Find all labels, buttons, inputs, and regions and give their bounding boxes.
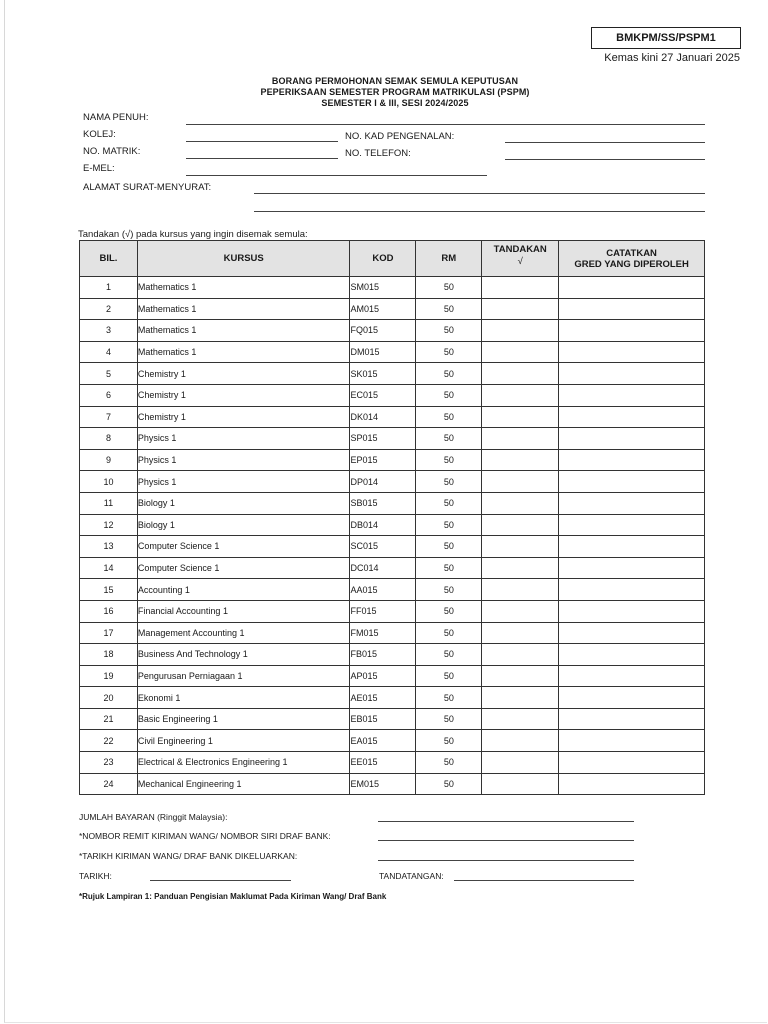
- table-row: [80, 492, 705, 514]
- cell-bil: 18: [80, 644, 138, 666]
- cell-tandakan-checkbox[interactable]: [482, 341, 559, 363]
- cell-kursus: Management Accounting 1: [137, 622, 350, 644]
- cell-kursus: Computer Science 1: [137, 557, 350, 579]
- cell-kod: SK015: [350, 363, 416, 385]
- table-row: [80, 730, 705, 752]
- cell-gred-field[interactable]: [559, 665, 705, 687]
- cell-rm: 50: [416, 579, 482, 601]
- cell-kod: SC015: [350, 536, 416, 558]
- cell-kod: AA015: [350, 579, 416, 601]
- cell-rm: 50: [416, 752, 482, 774]
- cell-kursus: Chemistry 1: [137, 406, 350, 428]
- cell-tandakan-checkbox[interactable]: [482, 536, 559, 558]
- tarikh-kiriman-field[interactable]: [378, 860, 634, 861]
- cell-bil: 5: [80, 363, 138, 385]
- no-telefon-field[interactable]: [505, 159, 705, 160]
- table-row: [80, 752, 705, 774]
- cell-bil: 1: [80, 277, 138, 299]
- table-row: [80, 514, 705, 536]
- cell-kursus: Electrical & Electronics Engineering 1: [137, 752, 350, 774]
- header-rm: RM: [416, 241, 482, 277]
- table-row: [80, 320, 705, 342]
- cell-tandakan-checkbox[interactable]: [482, 449, 559, 471]
- cell-tandakan-checkbox[interactable]: [482, 579, 559, 601]
- cell-rm: 50: [416, 341, 482, 363]
- cell-bil: 2: [80, 298, 138, 320]
- cell-kursus: Civil Engineering 1: [137, 730, 350, 752]
- cell-gred-field[interactable]: [559, 406, 705, 428]
- course-table-body: [80, 277, 705, 795]
- emel-label: E-MEL:: [83, 163, 115, 174]
- cell-tandakan-checkbox[interactable]: [482, 557, 559, 579]
- cell-rm: 50: [416, 320, 482, 342]
- cell-gred-field[interactable]: [559, 752, 705, 774]
- cell-gred-field[interactable]: [559, 557, 705, 579]
- cell-rm: 50: [416, 600, 482, 622]
- kolej-label: KOLEJ:: [83, 129, 116, 140]
- table-row: [80, 644, 705, 666]
- cell-tandakan-checkbox[interactable]: [482, 644, 559, 666]
- cell-tandakan-checkbox[interactable]: [482, 363, 559, 385]
- cell-kursus: Physics 1: [137, 428, 350, 450]
- cell-bil: 24: [80, 773, 138, 795]
- jumlah-bayaran-field[interactable]: [378, 821, 634, 822]
- cell-bil: 8: [80, 428, 138, 450]
- cell-kod: EM015: [350, 773, 416, 795]
- table-row: [80, 622, 705, 644]
- cell-bil: 9: [80, 449, 138, 471]
- table-row: [80, 557, 705, 579]
- cell-gred-field[interactable]: [559, 536, 705, 558]
- cell-rm: 50: [416, 514, 482, 536]
- no-kad-pengenalan-label: NO. KAD PENGENALAN:: [345, 131, 455, 142]
- cell-kod: EA015: [350, 730, 416, 752]
- cell-gred-field[interactable]: [559, 320, 705, 342]
- table-row: [80, 384, 705, 406]
- cell-bil: 12: [80, 514, 138, 536]
- cell-kod: SP015: [350, 428, 416, 450]
- cell-gred-field[interactable]: [559, 622, 705, 644]
- header-gred-label: GRED YANG DIPEROLEH: [574, 258, 689, 270]
- cell-kursus: Computer Science 1: [137, 536, 350, 558]
- table-row: [80, 600, 705, 622]
- cell-rm: 50: [416, 536, 482, 558]
- table-row: [80, 341, 705, 363]
- kolej-field[interactable]: [186, 141, 338, 142]
- cell-tandakan-checkbox[interactable]: [482, 298, 559, 320]
- table-row: [80, 773, 705, 795]
- cell-rm: 50: [416, 665, 482, 687]
- header-catatkan-label: CATATKAN: [606, 247, 657, 259]
- table-row: [80, 277, 705, 299]
- tarikh-field[interactable]: [150, 880, 291, 881]
- cell-kod: FF015: [350, 600, 416, 622]
- no-matrik-label: NO. MATRIK:: [83, 146, 141, 157]
- cell-tandakan-checkbox[interactable]: [482, 277, 559, 299]
- header-bil: BIL.: [80, 241, 138, 277]
- cell-kod: EC015: [350, 384, 416, 406]
- cell-gred-field[interactable]: [559, 773, 705, 795]
- cell-tandakan-checkbox[interactable]: [482, 622, 559, 644]
- form-code-box: BMKPM/SS/PSPM1: [591, 27, 741, 49]
- cell-tandakan-checkbox[interactable]: [482, 384, 559, 406]
- nama-penuh-label: NAMA PENUH:: [83, 112, 149, 123]
- cell-rm: 50: [416, 644, 482, 666]
- table-row: [80, 579, 705, 601]
- cell-gred-field[interactable]: [559, 428, 705, 450]
- cell-kursus: Chemistry 1: [137, 384, 350, 406]
- cell-kursus: Mathematics 1: [137, 320, 350, 342]
- cell-kod: DP014: [350, 471, 416, 493]
- cell-bil: 3: [80, 320, 138, 342]
- cell-rm: 50: [416, 428, 482, 450]
- cell-rm: 50: [416, 298, 482, 320]
- cell-gred-field[interactable]: [559, 514, 705, 536]
- cell-kod: EE015: [350, 752, 416, 774]
- cell-kod: FB015: [350, 644, 416, 666]
- alamat-label: ALAMAT SURAT-MENYURAT:: [83, 182, 212, 193]
- cell-kod: DB014: [350, 514, 416, 536]
- cell-gred-field[interactable]: [559, 384, 705, 406]
- cell-gred-field[interactable]: [559, 730, 705, 752]
- cell-bil: 22: [80, 730, 138, 752]
- cell-gred-field[interactable]: [559, 600, 705, 622]
- cell-tandakan-checkbox[interactable]: [482, 730, 559, 752]
- cell-kod: DC014: [350, 557, 416, 579]
- cell-bil: 19: [80, 665, 138, 687]
- tick-symbol: √: [517, 256, 523, 267]
- cell-tandakan-checkbox[interactable]: [482, 600, 559, 622]
- form-title-line-2: PEPERIKSAAN SEMESTER PROGRAM MATRIKULASI (PSPM): [260, 87, 530, 97]
- cell-rm: 50: [416, 406, 482, 428]
- alamat-field-line-2[interactable]: [254, 211, 705, 212]
- cell-kursus: Biology 1: [137, 514, 350, 536]
- course-table: [79, 240, 705, 795]
- header-kursus: KURSUS: [137, 241, 350, 277]
- table-row: [80, 471, 705, 493]
- nombor-remit-field[interactable]: [378, 840, 634, 841]
- cell-kursus: Chemistry 1: [137, 363, 350, 385]
- cell-kursus: Physics 1: [137, 449, 350, 471]
- cell-gred-field[interactable]: [559, 363, 705, 385]
- table-instruction: Tandakan (√) pada kursus yang ingin disemak semula:: [78, 229, 308, 240]
- jumlah-bayaran-label: JUMLAH BAYARAN (Ringgit Malaysia):: [79, 812, 228, 822]
- cell-gred-field[interactable]: [559, 708, 705, 730]
- cell-bil: 6: [80, 384, 138, 406]
- cell-gred-field[interactable]: [559, 492, 705, 514]
- cell-kursus: Business And Technology 1: [137, 644, 350, 666]
- cell-kod: AP015: [350, 665, 416, 687]
- table-row: [80, 708, 705, 730]
- cell-kod: DK014: [350, 406, 416, 428]
- cell-tandakan-checkbox[interactable]: [482, 773, 559, 795]
- cell-bil: 11: [80, 492, 138, 514]
- cell-rm: 50: [416, 363, 482, 385]
- cell-rm: 50: [416, 277, 482, 299]
- cell-gred-field[interactable]: [559, 687, 705, 709]
- cell-bil: 7: [80, 406, 138, 428]
- cell-kod: FQ015: [350, 320, 416, 342]
- cell-kursus: Accounting 1: [137, 579, 350, 601]
- cell-tandakan-checkbox[interactable]: [482, 471, 559, 493]
- header-tandakan-label: TANDAKAN: [493, 244, 547, 255]
- cell-tandakan-checkbox[interactable]: [482, 752, 559, 774]
- cell-kod: EP015: [350, 449, 416, 471]
- revision-date: Kemas kini 27 Januari 2025: [604, 52, 740, 64]
- tarikh-kiriman-label: *TARIKH KIRIMAN WANG/ DRAF BANK DIKELUARKAN:: [79, 851, 298, 861]
- tandatangan-label: TANDATANGAN:: [379, 871, 444, 881]
- cell-kursus: Mathematics 1: [137, 341, 350, 363]
- table-header-row: [80, 241, 705, 277]
- cell-bil: 16: [80, 600, 138, 622]
- cell-kod: DM015: [350, 341, 416, 363]
- cell-kod: FM015: [350, 622, 416, 644]
- cell-bil: 23: [80, 752, 138, 774]
- cell-bil: 10: [80, 471, 138, 493]
- footnote: *Rujuk Lampiran 1: Panduan Pengisian Maklumat Pada Kiriman Wang/ Draf Bank: [79, 892, 387, 901]
- cell-rm: 50: [416, 730, 482, 752]
- cell-kod: AE015: [350, 687, 416, 709]
- cell-rm: 50: [416, 384, 482, 406]
- alamat-field-line-1[interactable]: [254, 193, 705, 194]
- cell-rm: 50: [416, 471, 482, 493]
- cell-kod: SB015: [350, 492, 416, 514]
- cell-tandakan-checkbox[interactable]: [482, 492, 559, 514]
- cell-rm: 50: [416, 708, 482, 730]
- cell-tandakan-checkbox[interactable]: [482, 687, 559, 709]
- cell-gred-field[interactable]: [559, 277, 705, 299]
- table-row: [80, 298, 705, 320]
- form-title-line-3: SEMESTER I & III, SESI 2024/2025: [321, 98, 469, 108]
- cell-rm: 50: [416, 449, 482, 471]
- table-row: [80, 687, 705, 709]
- header-kod: KOD: [350, 241, 416, 277]
- header-tandakan: [482, 241, 559, 277]
- cell-gred-field[interactable]: [559, 449, 705, 471]
- cell-gred-field[interactable]: [559, 644, 705, 666]
- cell-kod: SM015: [350, 277, 416, 299]
- cell-tandakan-checkbox[interactable]: [482, 320, 559, 342]
- cell-kursus: Mathematics 1: [137, 298, 350, 320]
- cell-kursus: Biology 1: [137, 492, 350, 514]
- cell-bil: 17: [80, 622, 138, 644]
- nombor-remit-label: *NOMBOR REMIT KIRIMAN WANG/ NOMBOR SIRI DRAF BANK:: [79, 831, 331, 841]
- cell-rm: 50: [416, 492, 482, 514]
- cell-rm: 50: [416, 687, 482, 709]
- cell-tandakan-checkbox[interactable]: [482, 514, 559, 536]
- cell-tandakan-checkbox[interactable]: [482, 406, 559, 428]
- cell-bil: 21: [80, 708, 138, 730]
- table-row: [80, 536, 705, 558]
- table-row: [80, 665, 705, 687]
- cell-gred-field[interactable]: [559, 298, 705, 320]
- cell-tandakan-checkbox[interactable]: [482, 665, 559, 687]
- form-title-line-1: BORANG PERMOHONAN SEMAK SEMULA KEPUTUSAN: [271, 76, 519, 86]
- cell-bil: 15: [80, 579, 138, 601]
- cell-kursus: Mathematics 1: [137, 277, 350, 299]
- cell-gred-field[interactable]: [559, 471, 705, 493]
- cell-kod: EB015: [350, 708, 416, 730]
- table-row: [80, 428, 705, 450]
- cell-kursus: Pengurusan Perniagaan 1: [137, 665, 350, 687]
- table-row: [80, 406, 705, 428]
- header-catatkan: [559, 241, 705, 277]
- cell-bil: 20: [80, 687, 138, 709]
- cell-kursus: Basic Engineering 1: [137, 708, 350, 730]
- cell-bil: 13: [80, 536, 138, 558]
- cell-bil: 14: [80, 557, 138, 579]
- no-matrik-field[interactable]: [186, 158, 338, 159]
- cell-tandakan-checkbox[interactable]: [482, 708, 559, 730]
- table-row: [80, 449, 705, 471]
- cell-rm: 50: [416, 557, 482, 579]
- cell-bil: 4: [80, 341, 138, 363]
- table-row: [80, 363, 705, 385]
- cell-gred-field[interactable]: [559, 341, 705, 363]
- nama-penuh-field[interactable]: [186, 124, 705, 125]
- tarikh-label: TARIKH:: [79, 871, 112, 881]
- cell-kod: AM015: [350, 298, 416, 320]
- cell-tandakan-checkbox[interactable]: [482, 428, 559, 450]
- cell-kursus: Ekonomi 1: [137, 687, 350, 709]
- cell-kursus: Physics 1: [137, 471, 350, 493]
- emel-field[interactable]: [186, 175, 487, 176]
- cell-gred-field[interactable]: [559, 579, 705, 601]
- cell-rm: 50: [416, 622, 482, 644]
- cell-kursus: Financial Accounting 1: [137, 600, 350, 622]
- no-kad-pengenalan-field[interactable]: [505, 142, 705, 143]
- cell-rm: 50: [416, 773, 482, 795]
- tandatangan-field[interactable]: [454, 880, 634, 881]
- cell-kursus: Mechanical Engineering 1: [137, 773, 350, 795]
- no-telefon-label: NO. TELEFON:: [345, 148, 411, 159]
